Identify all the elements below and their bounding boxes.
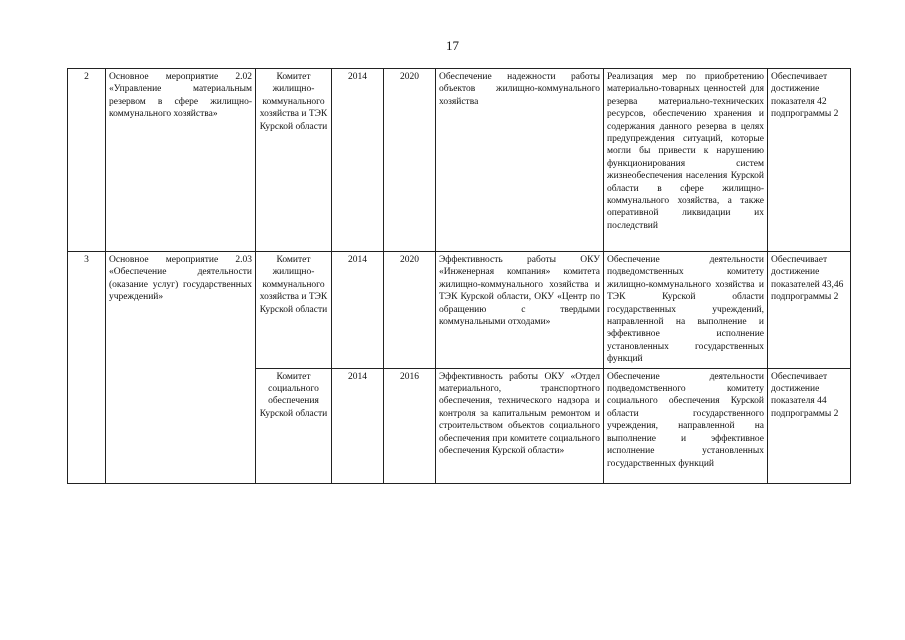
end-year: 2020 [384, 252, 436, 369]
expected-result: Обеспечение надежности работы объектов жилищно-коммунального хозяйства [436, 69, 604, 252]
row-number: 2 [68, 69, 106, 252]
start-year: 2014 [332, 368, 384, 483]
program-events-table [67, 68, 851, 484]
responsible-executor: Комитет жилищно-коммунального хозяйства и ТЭК Курской области [256, 69, 332, 252]
responsible-executor: Комитет социального обеспечения Курской области [256, 368, 332, 483]
main-directions: Обеспечение деятельности подведомственных комитету жилищно-коммунального хозяйства и ТЭК Курской области государственных учреждений, направленной на выполнение и эффективное исполнение установленных государственных функций [604, 252, 768, 369]
table-row [68, 69, 851, 252]
event-name: Основное мероприятие 2.02 «Управление материальным резервом в сфере жилищно-коммунального хозяйства» [106, 69, 256, 252]
main-directions: Обеспечение деятельности подведомственного комитету социального обеспечения Курской области государственного учреждения, направленной на выполнение и эффективное исполнение установленных государственных функций [604, 368, 768, 483]
event-name: Основное мероприятие 2.03 «Обеспечение деятельности (оказание услуг) государственных учреждений» [106, 252, 256, 484]
indicator-relation: Обеспечивает достижение показателя 44 подпрограммы 2 [768, 368, 851, 483]
expected-result: Эффективность работы ОКУ «Инженерная компания» комитета жилищно-коммунального хозяйства и ТЭК Курской области, ОКУ «Центр по обращению с твердыми коммунальными отходами» [436, 252, 604, 369]
table-row [68, 252, 851, 369]
start-year: 2014 [332, 69, 384, 252]
row-number: 3 [68, 252, 106, 484]
main-directions: Реализация мер по приобретению материально-товарных ценностей для резерва материально-технических ресурсов, обеспечению хранения и содержания данного резерва в целях предупреждения ситуаций, которые могли бы привести к нарушению функционирования систем жизнеобеспечения населения Курской области в сфере жилищно-коммунального хозяйства, а также оперативной ликвидации их последствий [604, 69, 768, 252]
indicator-relation: Обеспечивает достижение показателей 43,46 подпрограммы 2 [768, 252, 851, 369]
responsible-executor: Комитет жилищно-коммунального хозяйства и ТЭК Курской области [256, 252, 332, 369]
start-year: 2014 [332, 252, 384, 369]
end-year: 2016 [384, 368, 436, 483]
page-number: 17 [446, 38, 459, 53]
expected-result: Эффективность работы ОКУ «Отдел материального, транспортного обеспечения, технического надзора и контроля за капитальным ремонтом и строительством объектов социального обеспечения при комитете социального обеспечения Курской области» [436, 368, 604, 483]
indicator-relation: Обеспечивает достижение показателя 42 подпрограммы 2 [768, 69, 851, 252]
end-year: 2020 [384, 69, 436, 252]
